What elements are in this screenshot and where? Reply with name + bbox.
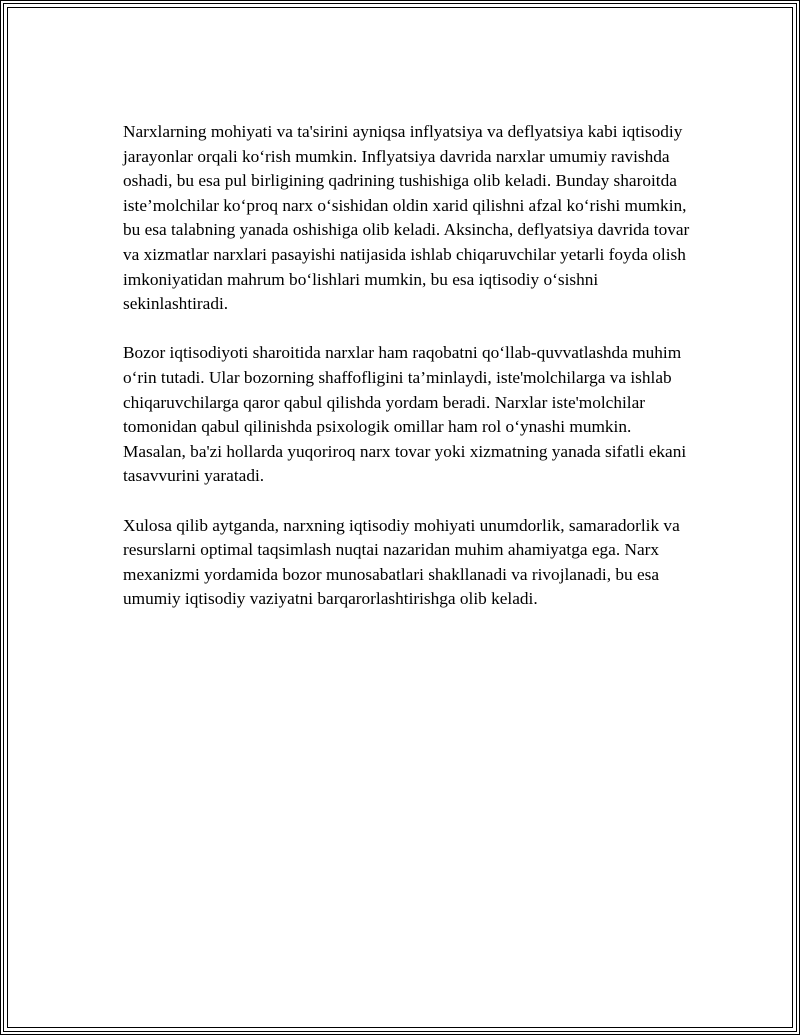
document-body (123, 120, 698, 636)
paragraph-market-competition: Bozor iqtisodiyoti sharoitida narxlar ham raqobatni qo‘llab-quvvatlashda muhim o‘rin tutadi. Ular bozorning shaffofligini ta’minlaydi, iste'molchilarga va ishlab chiqaruvchilarga qaror qabul qilishda yordam beradi. Narxlar iste'molchilar tomonidan qabul qilinishda psixologik omillar ham rol o‘ynashi mumkin. Masalan, ba'zi hollarda yuqoriroq narx tovar yoki xizmatning yanada sifatli ekani tasavvurini yaratadi. (123, 343, 687, 486)
paragraph-inflation-deflation: Narxlarning mohiyati va ta'sirini ayniqsa inflyatsiya va deflyatsiya kabi iqtisodiy jarayonlar orqali ko‘rish mumkin. Inflyatsiya davrida narxlar umumiy ravishda oshadi, bu esa pul birligining qadrining tushishiga olib keladi. Bunday sharoitda iste’molchilar ko‘proq narx o‘sishidan oldin xarid qilishni afzal ko‘rishi mumkin, bu esa talabning yanada oshishiga olib keladi. Aksincha, deflyatsiya davrida tovar va xizmatlar narxlari pasayishi natijasida ishlab chiqaruvchilar yetarli foyda olish imkoniyatidan mahrum bo‘lishlari mumkin, bu esa iqtisodiy o‘sishni sekinlashtiradi. (123, 122, 690, 314)
paragraph-conclusion: Xulosa qilib aytganda, narxning iqtisodiy mohiyati unumdorlik, samaradorlik va resurslarni optimal taqsimlash nuqtai nazaridan muhim ahamiyatga ega. Narx mexanizmi yordamida bozor munosabatlari shakllanadi va rivojlanadi, bu esa umumiy iqtisodiy vaziyatni barqarorlashtirishga olib keladi. (123, 515, 680, 609)
